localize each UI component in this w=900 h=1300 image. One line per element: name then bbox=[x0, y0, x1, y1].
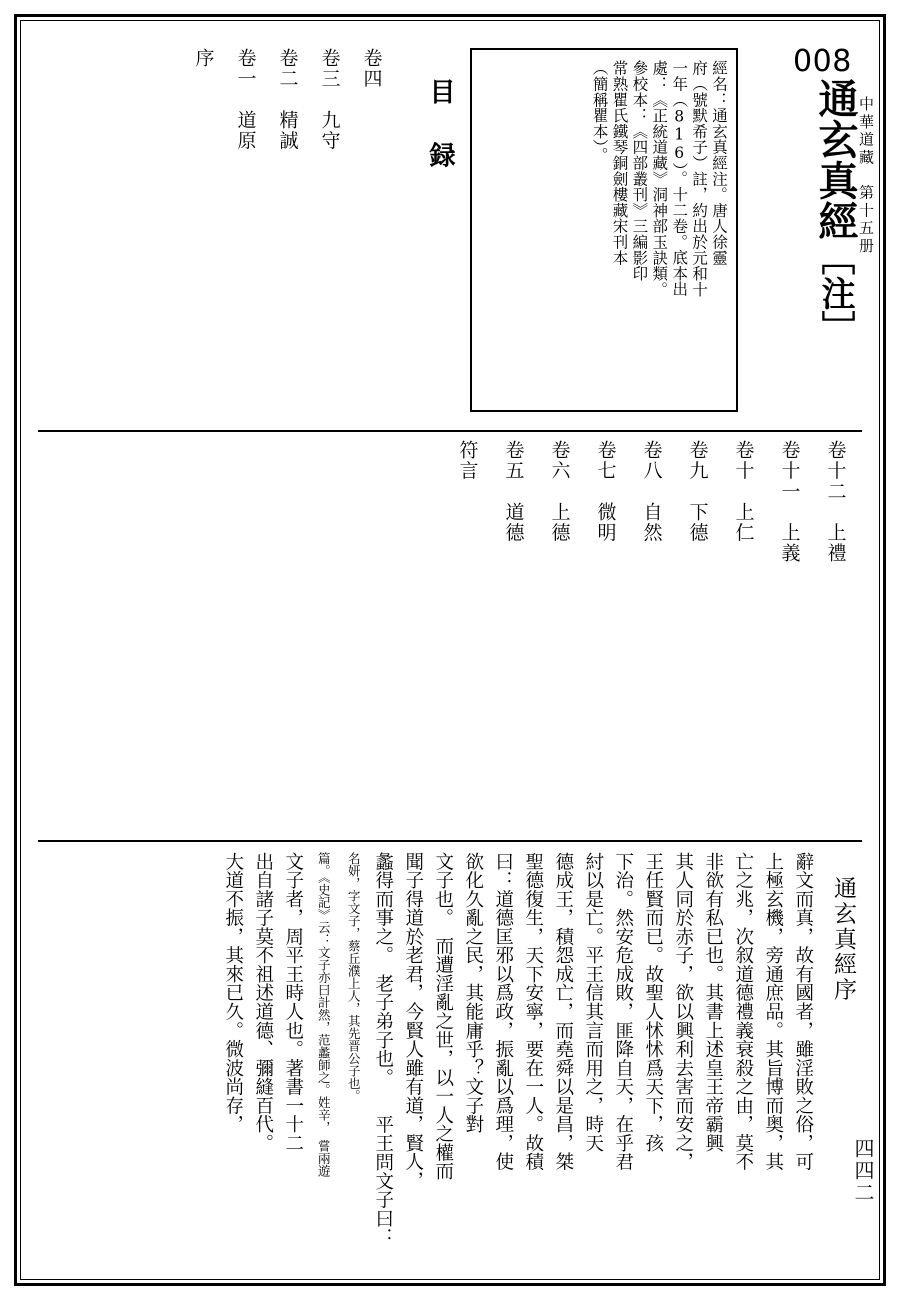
toc-item-juan-10[interactable] bbox=[720, 440, 766, 563]
page-title-bracket: ［注］ bbox=[815, 241, 855, 346]
note-line: 一年（816）。十二卷。底本出 bbox=[670, 60, 689, 297]
toc-item-juan-3[interactable] bbox=[308, 48, 350, 151]
preface-column bbox=[368, 852, 398, 1272]
toc-item-juan-8[interactable] bbox=[628, 440, 674, 563]
note-line: 參校本：《四部叢刊》三編影印 bbox=[630, 60, 649, 282]
preface-annotation-line: 名妍，字文子，蔡丘濮上人，其先晋公子也。 bbox=[346, 852, 362, 1159]
toc-item-label: 符言 bbox=[456, 440, 479, 482]
page-title bbox=[812, 78, 858, 346]
preface-column bbox=[788, 852, 818, 1272]
preface-column bbox=[728, 852, 758, 1272]
toc-block bbox=[38, 436, 862, 836]
preface-line: 蠡得而事之。 老子弟子也。 平王問文子曰： bbox=[372, 852, 394, 1247]
preface-column-annotation bbox=[308, 852, 338, 1272]
toc-item-juan-6[interactable] bbox=[536, 440, 582, 563]
preface-line: 其人同於赤子，欲以興利去害而安之， bbox=[672, 852, 694, 1172]
note-line: 常熟瞿氏鐵琴銅劍樓藏宋刊本 bbox=[610, 60, 629, 266]
preface-columns bbox=[218, 852, 818, 1272]
preface-line: 亡之兆，次叙道德禮義衰殺之由，莫不 bbox=[732, 852, 754, 1172]
preface-column bbox=[638, 852, 668, 1272]
section-divider-top bbox=[38, 430, 862, 432]
preface-column bbox=[488, 852, 518, 1272]
preface-title: 通玄真經序 bbox=[830, 876, 856, 1003]
preface-column bbox=[398, 852, 428, 1272]
toc-list-mid bbox=[444, 440, 858, 563]
note-line: 府（號默希子）註，約出於元和十 bbox=[690, 60, 709, 298]
preface-line: 大道不振，其來已久。微波尚存， bbox=[222, 852, 244, 1134]
preface-annotation-line: 篇。《史記》云：文子亦曰計然，范蠡師之。姓辛， 嘗兩遊 bbox=[316, 852, 332, 1177]
preface-line: 文子也。 而遭淫亂之世，以一人之權而 bbox=[432, 852, 454, 1181]
toc-item-juan-2[interactable] bbox=[266, 48, 308, 151]
toc-item-label: 卷九 下德 bbox=[686, 440, 709, 543]
preface-line: 文子者，周平王時人也。著書一十二 bbox=[282, 852, 304, 1153]
preface-line: 聞子得道於老君，今賢人雖有道，賢人， bbox=[402, 852, 424, 1190]
toc-item-label: 卷六 上德 bbox=[548, 440, 571, 543]
preface-line: 德成王，積怨成亡，而堯舜以是昌，桀 bbox=[552, 852, 574, 1172]
toc-item-juan-5[interactable] bbox=[490, 440, 536, 563]
toc-item-label: 卷三 九守 bbox=[318, 48, 341, 151]
preface-column bbox=[758, 852, 788, 1272]
toc-item-xu[interactable] bbox=[182, 48, 224, 151]
preface-column bbox=[248, 852, 278, 1272]
page-title-text: 通玄真經 bbox=[812, 78, 859, 242]
toc-item-juan-4[interactable] bbox=[350, 48, 392, 151]
preface-column bbox=[668, 852, 698, 1272]
bibliographic-note-box bbox=[470, 48, 738, 412]
note-line: （簡稱瞿本）。 bbox=[590, 60, 609, 163]
toc-item-juan-9[interactable] bbox=[674, 440, 720, 563]
toc-item-label: 序 bbox=[192, 48, 215, 69]
note-line: 經名：通玄真經注。唐人徐靈 bbox=[710, 60, 728, 266]
running-head: 中華道藏 第十五册 bbox=[857, 96, 875, 256]
toc-heading: 目 録 bbox=[425, 78, 455, 174]
preface-line: 上極玄機，旁通庶品。其旨博而奥，其 bbox=[762, 852, 784, 1172]
preface-column bbox=[278, 852, 308, 1272]
preface-column bbox=[578, 852, 608, 1272]
preface-column bbox=[608, 852, 638, 1272]
volume-serial-number: 008 bbox=[792, 44, 852, 79]
preface-column-annotation bbox=[338, 852, 368, 1272]
preface-line: 聖德復生，天下安寧，要在一人。故積 bbox=[522, 852, 544, 1172]
toc-item-label: 卷四 bbox=[360, 48, 383, 90]
preface-block bbox=[38, 846, 862, 1278]
toc-item-juan-7[interactable] bbox=[582, 440, 628, 563]
bibliographic-note-columns bbox=[480, 60, 728, 400]
preface-line: 辭文而真，故有國者，雖淫敗之俗，可 bbox=[792, 852, 814, 1172]
preface-column bbox=[548, 852, 578, 1272]
preface-column bbox=[698, 852, 728, 1272]
preface-column bbox=[458, 852, 488, 1272]
preface-line: 紂以是亡。平王信其言而用之，時天 bbox=[582, 852, 604, 1153]
preface-column bbox=[518, 852, 548, 1272]
preface-line: 曰：道德匡邪以爲政，振亂以爲理，使 bbox=[492, 852, 514, 1172]
preface-column bbox=[218, 852, 248, 1272]
toc-item-label: 卷七 微明 bbox=[594, 440, 617, 543]
toc-list-top bbox=[182, 48, 392, 151]
preface-column bbox=[428, 852, 458, 1272]
preface-line: 欲化久亂之民，其能庸乎？文子對 bbox=[462, 852, 484, 1134]
toc-item-label: 卷十 上仁 bbox=[732, 440, 755, 543]
toc-item-label: 卷二 精誠 bbox=[276, 48, 299, 151]
toc-item-label: 卷十二 上禮 bbox=[824, 440, 847, 564]
toc-item-label: 卷一 道原 bbox=[234, 48, 257, 151]
toc-item-label: 卷八 自然 bbox=[640, 440, 663, 543]
preface-line: 王任賢而已。故聖人怵怵爲天下，孩 bbox=[642, 852, 664, 1153]
toc-item-fuyan[interactable] bbox=[444, 440, 490, 563]
preface-line: 下治。然安危成敗，匪降自天，在乎君 bbox=[612, 852, 634, 1172]
section-divider-bottom bbox=[38, 840, 862, 842]
title-block bbox=[38, 24, 862, 428]
page-number: 四四二 bbox=[851, 1138, 875, 1204]
preface-line: 非欲有私已也。其書上述皇王帝霸興 bbox=[702, 852, 724, 1153]
preface-line: 出自諸子莫不祖述道德、彌縫百代。 bbox=[252, 852, 274, 1153]
toc-item-juan-12[interactable] bbox=[812, 440, 858, 563]
toc-item-juan-1[interactable] bbox=[224, 48, 266, 151]
toc-item-juan-11[interactable] bbox=[766, 440, 812, 563]
toc-item-label: 卷十一 上義 bbox=[778, 440, 801, 564]
note-line: 處：《正統道藏》洞神部玉訣類。 bbox=[650, 60, 669, 298]
toc-item-label: 卷五 道德 bbox=[502, 440, 525, 543]
